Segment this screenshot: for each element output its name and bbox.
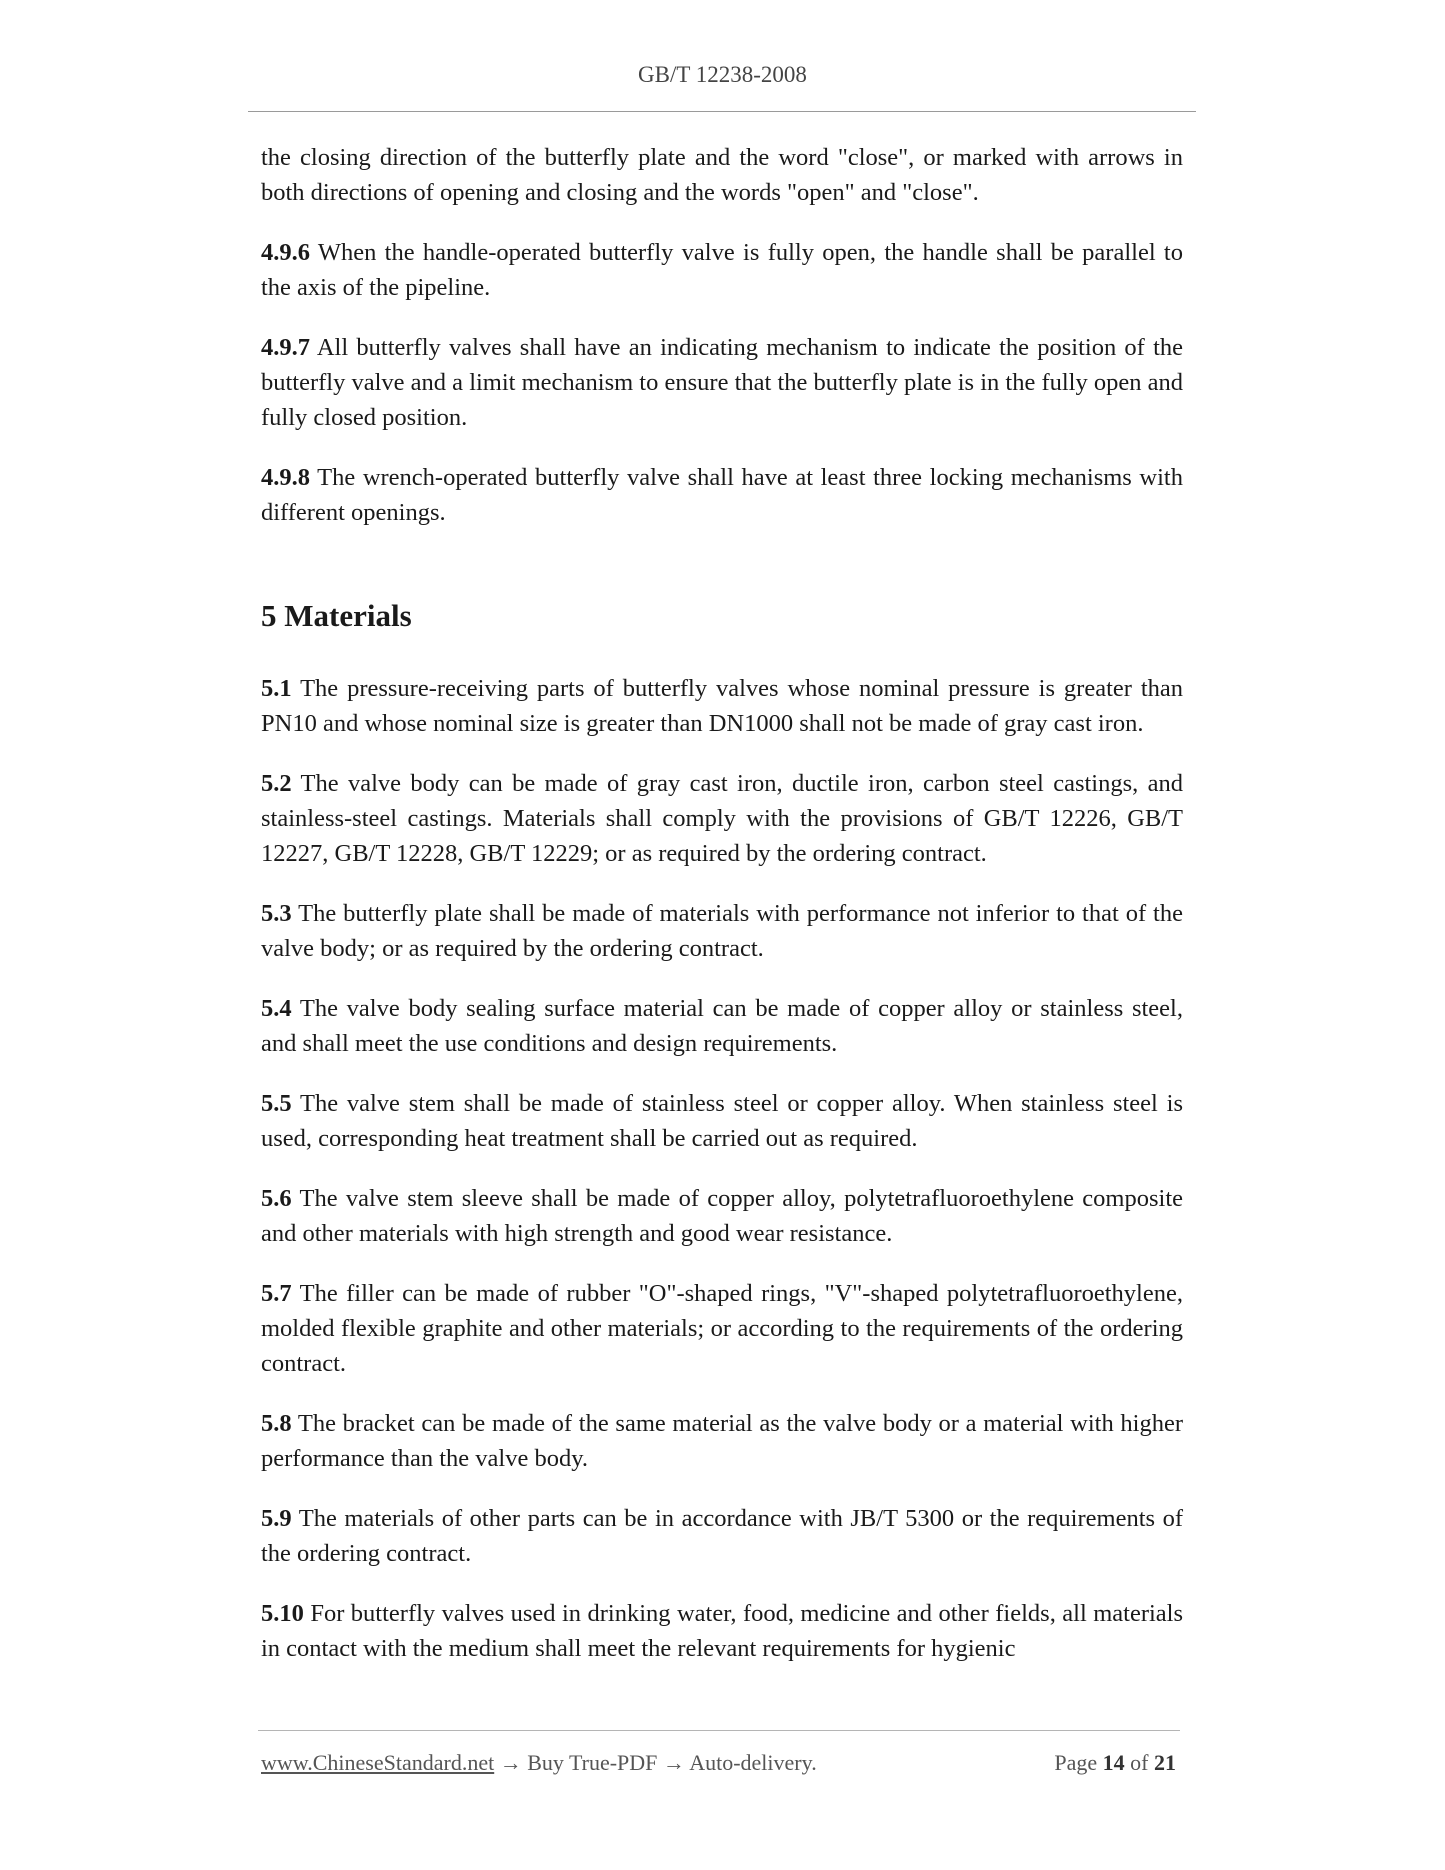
clause-number: 5.7 [261, 1280, 292, 1307]
clause-text: The bracket can be made of the same material as the valve body or a material with higher performance than the valve body. [261, 1410, 1183, 1472]
current-page-number: 14 [1102, 1750, 1125, 1775]
clause-5-5 [261, 1086, 1183, 1156]
clause-text: The materials of other parts can be in accordance with JB/T 5300 or the requirements of the ordering contract. [261, 1505, 1183, 1567]
clause-5-8 [261, 1406, 1183, 1476]
clause-number: 5.1 [261, 675, 292, 702]
standard-code: GB/T 12238-2008 [638, 62, 807, 87]
section-title-materials: 5 Materials [261, 598, 412, 633]
clause-5-2 [261, 766, 1183, 871]
clause-number: 4.9.8 [261, 464, 310, 491]
clause-4-9-8 [261, 460, 1183, 530]
arrow-right-icon: → [499, 1750, 522, 1775]
clause-text: When the handle-operated butterfly valve is fully open, the handle shall be parallel to the axis of the pipeline. [261, 239, 1183, 301]
page-header [0, 62, 1445, 88]
clause-text: The valve stem shall be made of stainless steel or copper alloy. When stainless steel is used, corresponding heat treatment shall be carried out as required. [261, 1090, 1183, 1152]
site-link[interactable]: www.ChineseStandard.net [261, 1750, 495, 1775]
clause-text: For butterfly valves used in drinking water, food, medicine and other fields, all materials in contact with the medium shall meet the relevant requirements for hygienic [261, 1600, 1183, 1662]
clause-5-6 [261, 1181, 1183, 1251]
clause-number: 5.8 [261, 1410, 292, 1437]
clause-number: 5.4 [261, 995, 292, 1022]
page-label: Page [1054, 1750, 1098, 1775]
clause-5-10 [261, 1596, 1183, 1666]
clause-number: 5.2 [261, 770, 292, 797]
clause-5-9 [261, 1501, 1183, 1571]
clause-number: 5.5 [261, 1090, 292, 1117]
footer-promo [261, 1750, 817, 1776]
of-label: of [1130, 1750, 1149, 1775]
clause-number: 4.9.6 [261, 239, 310, 266]
clause-text: All butterfly valves shall have an indicating mechanism to indicate the position of the butterfly valve and a limit mechanism to ensure that the butterfly plate is in the fully open and fully closed position. [261, 334, 1183, 431]
clause-text: The valve body can be made of gray cast iron, ductile iron, carbon steel castings, and stainless-steel castings. Materials shall comply with the provisions of GB/T 12226, GB/T 12227, GB/T 12228, GB/T 12229; or as required by the ordering contract. [261, 770, 1183, 867]
document-body [261, 140, 1183, 1691]
clause-5-1 [261, 671, 1183, 741]
clause-4-9-6 [261, 235, 1183, 305]
clause-text: The wrench-operated butterfly valve shall have at least three locking mechanisms with different openings. [261, 464, 1183, 526]
clause-5-4 [261, 991, 1183, 1061]
clause-number: 5.6 [261, 1185, 292, 1212]
clause-number: 4.9.7 [261, 334, 310, 361]
footer-divider [258, 1730, 1180, 1731]
clause-5-3 [261, 896, 1183, 966]
clause-number: 5.10 [261, 1600, 304, 1627]
clause-number: 5.3 [261, 900, 292, 927]
clause-number: 5.9 [261, 1505, 292, 1532]
clause-text: The valve body sealing surface material can be made of copper alloy or stainless steel, and shall meet the use conditions and design requirements. [261, 995, 1183, 1057]
clause-5-7 [261, 1276, 1183, 1381]
clause-text: The filler can be made of rubber "O"-shaped rings, "V"-shaped polytetrafluoroethylene, molded flexible graphite and other materials; or according to the requirements of the ordering contract. [261, 1280, 1183, 1377]
clause-text: The pressure-receiving parts of butterfly valves whose nominal pressure is greater than PN10 and whose nominal size is greater than DN1000 shall not be made of gray cast iron. [261, 675, 1183, 737]
clause-4-9-7 [261, 330, 1183, 435]
continuation-paragraph: the closing direction of the butterfly plate and the word "close", or marked with arrows in both directions of opening and closing and the words "open" and "close". [261, 144, 1183, 206]
clause-text: The butterfly plate shall be made of materials with performance not inferior to that of the valve body; or as required by the ordering contract. [261, 900, 1183, 962]
auto-delivery-text: Auto-delivery. [689, 1750, 817, 1775]
buy-pdf-text: Buy True-PDF [527, 1750, 658, 1775]
clause-text: The valve stem sleeve shall be made of copper alloy, polytetrafluoroethylene composite and other materials with high strength and good wear resistance. [261, 1185, 1183, 1247]
arrow-right-icon: → [662, 1750, 685, 1775]
header-divider [248, 111, 1196, 112]
total-pages-number: 21 [1154, 1750, 1176, 1775]
page-indicator [1054, 1750, 1176, 1776]
